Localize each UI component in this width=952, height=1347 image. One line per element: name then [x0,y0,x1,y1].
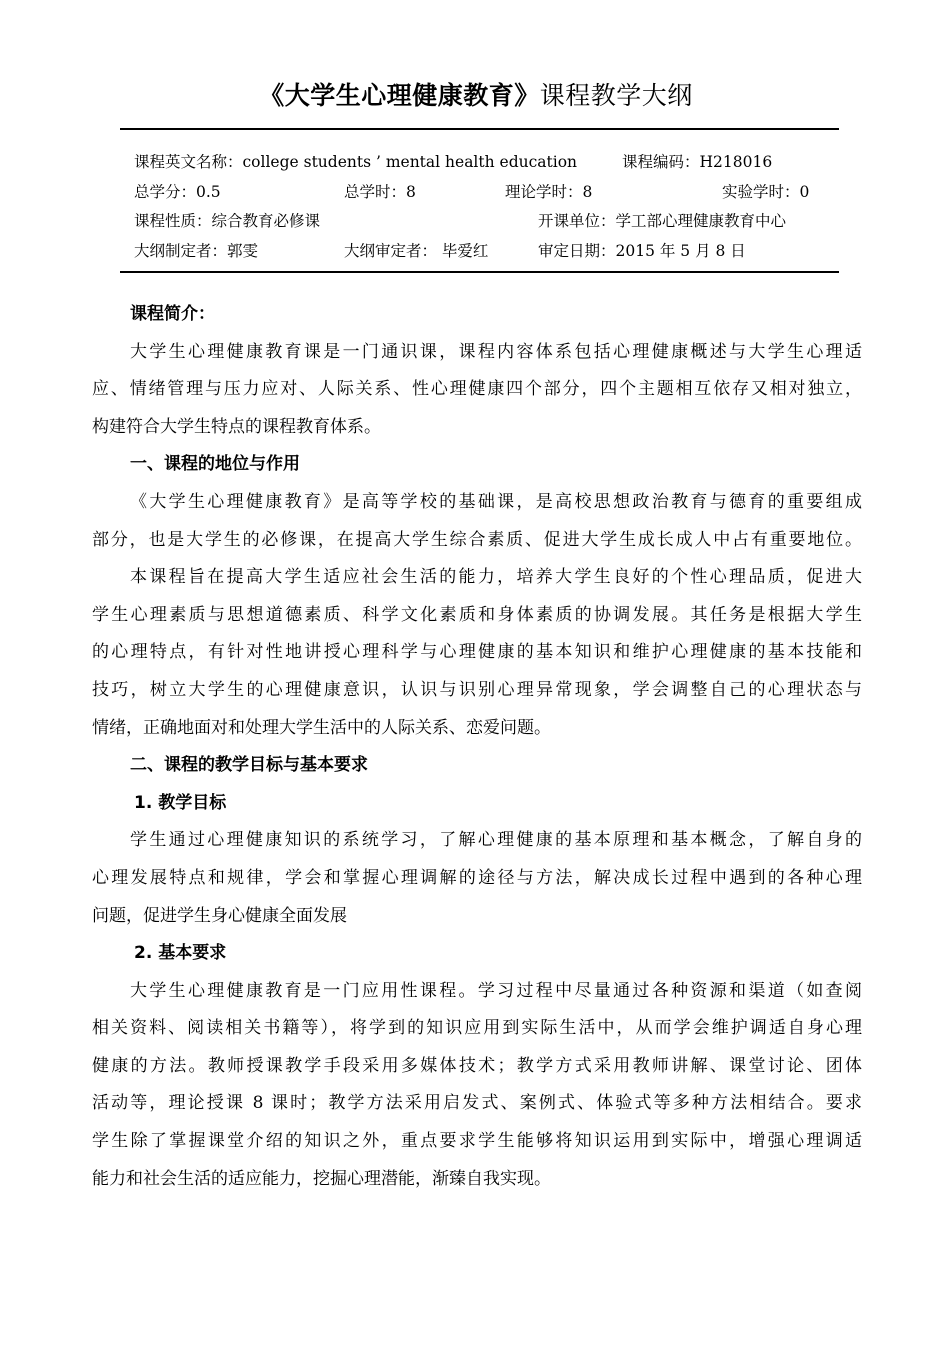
intro-line: 大学生心理健康教育课是一门通识课，课程内容体系包括心理健康概述与大学生心理适 [130,341,862,362]
course-code: 课程编码：H218016 [622,153,773,171]
info-row-1 [134,150,834,174]
section1-paragraph2-line: 技巧，树立大学生的心理健康意识，认识与识别心理异常现象，学会调整自己的心理状态与 [92,679,862,700]
requirements-line: 能力和社会生活的适应能力，挖掘心理潜能，渐臻自我实现。 [92,1168,551,1189]
course-nature: 课程性质：综合教育必修课 [134,212,321,230]
requirements-line: 健康的方法。教师授课教学手段采用多媒体技术；教学方式采用教师讲解、课堂讨论、团体 [92,1055,862,1076]
info-row-4 [134,239,834,263]
section1-paragraph1-line: 部分，也是大学生的必修课，在提高大学生综合素质、促进大学生成长成人中占有重要地位。 [92,529,862,550]
info-bottom-rule [120,271,839,273]
section1-paragraph2-line: 学生心理素质与思想道德素质、科学文化素质和身体素质的协调发展。其任务是根据大学生 [92,604,862,625]
section1-paragraph1-line: 《大学生心理健康教育》是高等学校的基础课，是高校思想政治教育与德育的重要组成 [130,491,862,512]
section1-paragraph2-line: 的心理特点，有针对性地讲授心理科学与心理健康的基本知识和维护心理健康的基本技能和 [92,642,862,663]
section1-paragraph2-line: 情绪，正确地面对和处理大学生活中的人际关系、恋爱问题。 [92,717,551,738]
section2-heading: 二、课程的教学目标与基本要求 [130,755,368,776]
syllabus-author: 大纲制定者：郭雯 [134,242,259,260]
requirements-line: 活动等，理论授课 8 课时；教学方法采用启发式、案例式、体验式等多种方法相结合。要求 [92,1093,862,1114]
document-body [92,296,862,1198]
lab-hours: 实验学时：0 [722,183,810,201]
info-row-3 [134,209,834,233]
total-credits: 总学分：0.5 [134,183,221,201]
info-row-2 [134,180,834,204]
title-course-name: 《大学生心理健康教育》 [259,81,540,110]
teaching-goal-heading: 1. 教学目标 [134,792,227,813]
syllabus-reviewer: 大纲审定者： 毕爱红 [344,242,489,260]
info-top-rule [120,128,839,130]
english-name: 课程英文名称：college students ’ mental health education [134,153,578,171]
section1-paragraph2-line: 本课程旨在提高大学生适应社会生活的能力，培养大学生良好的个性心理品质，促进大 [130,567,862,588]
requirements-line: 大学生心理健康教育是一门应用性课程。学习过程中尽量通过各种资源和渠道（如查阅 [130,980,862,1001]
offering-unit: 开课单位：学工部心理健康教育中心 [538,212,787,230]
theory-hours: 理论学时：8 [505,183,593,201]
requirements-line: 相关资料、阅读相关书籍等），将学到的知识应用到实际生活中，从而学会维护调适自身心理 [92,1018,862,1039]
teaching-goal-line: 心理发展特点和规律，学会和掌握心理调解的途径与方法，解决成长过程中遇到的各种心理 [92,867,862,888]
requirements-line: 学生除了掌握课堂介绍的知识之外，重点要求学生能够将知识运用到实际中，增强心理调适 [92,1131,862,1152]
intro-line: 构建符合大学生特点的课程教育体系。 [92,416,381,437]
review-date: 审定日期：2015 年 5 月 8 日 [538,242,746,260]
document-title [0,76,952,112]
title-suffix: 课程教学大纲 [539,81,693,110]
teaching-goal-line: 问题，促进学生身心健康全面发展 [92,905,347,926]
basic-requirements-heading: 2. 基本要求 [134,943,227,964]
intro-heading: 课程简介： [130,304,215,324]
total-hours: 总学时：8 [344,183,416,201]
teaching-goal-line: 学生通过心理健康知识的系统学习，了解心理健康的基本原理和基本概念，了解自身的 [130,830,862,851]
intro-line: 应、情绪管理与压力应对、人际关系、性心理健康四个部分，四个主题相互依存又相对独立， [92,379,862,400]
section1-heading: 一、课程的地位与作用 [130,454,300,475]
